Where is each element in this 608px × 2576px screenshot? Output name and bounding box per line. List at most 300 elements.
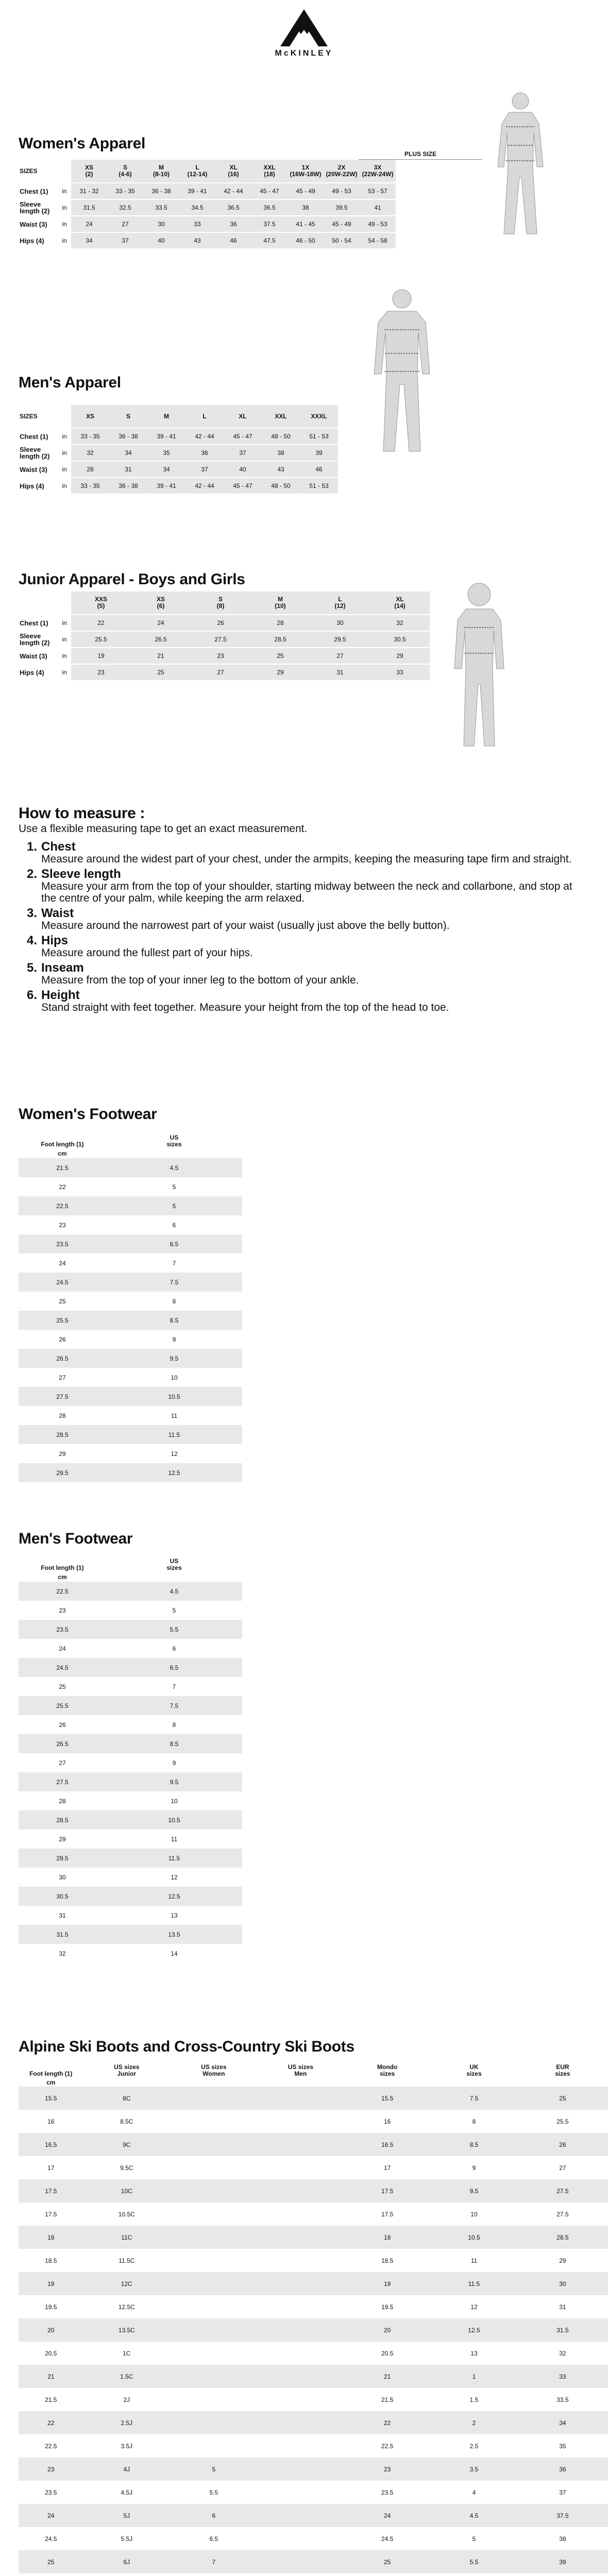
table-cell: 12.5 — [431, 2318, 517, 2342]
table-cell: 16 — [19, 2110, 83, 2133]
table-cell: 24.5 — [19, 2527, 83, 2550]
table-cell: 20 — [344, 2318, 431, 2342]
size-value: 46 — [300, 461, 338, 478]
size-value: 37.5 — [251, 216, 288, 232]
cell-us: 5 — [106, 1196, 242, 1215]
table-cell: 10.5 — [431, 2226, 517, 2249]
unit-spacer — [58, 591, 71, 615]
mens-title: Men's Apparel — [19, 374, 121, 391]
size-value: 48 - 50 — [262, 428, 300, 445]
table-cell: 11.5C — [83, 2249, 170, 2272]
size-value: 36 — [185, 445, 224, 461]
cell-cm: 22 — [19, 1177, 106, 1196]
table-row — [19, 216, 396, 232]
size-value: 33.5 — [143, 199, 179, 216]
size-value: 40 — [143, 232, 179, 249]
howto-item-number: 5. — [27, 961, 38, 975]
cell-cm: 23.5 — [19, 1234, 106, 1253]
size-value: 29 — [370, 648, 430, 664]
cell-us: 9 — [106, 1330, 242, 1349]
table-cell — [170, 2342, 258, 2365]
table-row — [19, 1215, 242, 1234]
table-cell: 18 — [344, 2226, 431, 2249]
table-row — [19, 2318, 608, 2342]
size-header: 2X (20W-22W) — [324, 160, 360, 183]
table-cell — [170, 2179, 258, 2202]
table-row — [19, 1715, 242, 1734]
size-value: 34.5 — [179, 199, 215, 216]
table-cell — [258, 2295, 344, 2318]
table-row — [19, 1677, 242, 1696]
men-figure-icon — [361, 286, 443, 462]
table-row — [19, 2110, 608, 2133]
table-cell: 12.5C — [83, 2295, 170, 2318]
cell-cm: 24 — [19, 1253, 106, 1273]
size-value: 40 — [224, 461, 262, 478]
cell-cm: 27.5 — [19, 1772, 106, 1791]
size-header: XXL (18) — [251, 160, 288, 183]
cell-cm: 22.5 — [19, 1582, 106, 1601]
table-cell — [258, 2411, 344, 2434]
table-cell: 31 — [517, 2295, 608, 2318]
howto-item-text: Measure around the narrowest part of your waist (usually just above the belly button). — [41, 920, 450, 931]
table-row — [19, 2388, 608, 2411]
table-row — [19, 1944, 242, 1963]
cell-us: 7 — [106, 1677, 242, 1696]
mens-table — [19, 405, 338, 495]
table-cell: 5.5 — [170, 2481, 258, 2504]
cell-cm: 32 — [19, 1944, 106, 1963]
cell-us: 12.5 — [106, 1887, 242, 1906]
table-cell — [258, 2272, 344, 2295]
cell-cm: 25.5 — [19, 1696, 106, 1715]
size-header: M (8-10) — [143, 160, 179, 183]
row-label: Hips (4) — [19, 664, 58, 681]
table-cell — [170, 2318, 258, 2342]
howto-item-text: Measure around the widest part of your chest, under the armpits, keeping the measuring tape firm and straight. — [41, 853, 572, 865]
wfoot-table — [19, 1131, 242, 1482]
table-cell: 25.5 — [517, 2110, 608, 2133]
table-cell: 5 — [170, 2458, 258, 2481]
table-cell: 24 — [344, 2504, 431, 2527]
size-value: 34 — [71, 232, 107, 249]
howto-item-text: Measure from the top of your inner leg to the bottom of your ankle. — [41, 974, 359, 986]
howto-item-title: Height — [41, 988, 80, 1002]
size-header: XS (6) — [131, 591, 191, 615]
brand-logo — [272, 9, 336, 56]
table-cell: 22 — [19, 2411, 83, 2434]
cell-us: 9.5 — [106, 1349, 242, 1368]
row-label: Hips (4) — [19, 478, 58, 494]
table-cell — [258, 2318, 344, 2342]
size-value: 30 — [310, 615, 370, 631]
howto-list — [27, 841, 573, 1016]
cell-cm: 29.5 — [19, 1463, 106, 1482]
cell-cm: 29.5 — [19, 1849, 106, 1868]
table-row — [19, 199, 396, 216]
row-label: Sleeve length (2) — [19, 631, 58, 648]
table-row — [19, 1330, 242, 1349]
table-cell — [170, 2573, 258, 2576]
table-cell: 11.5 — [431, 2272, 517, 2295]
table-cell: 23 — [344, 2458, 431, 2481]
table-row — [19, 1868, 242, 1887]
cell-cm: 26.5 — [19, 1349, 106, 1368]
cell-cm: 25 — [19, 1677, 106, 1696]
size-value: 36 - 38 — [109, 478, 147, 494]
table-subheader-row — [19, 2078, 608, 2087]
table-row — [19, 183, 396, 199]
row-unit: in — [58, 648, 71, 664]
table-cell: 27 — [517, 2156, 608, 2179]
table-row — [19, 1406, 242, 1425]
size-value: 37 — [224, 445, 262, 461]
size-value: 33 — [370, 664, 430, 681]
size-value: 45 - 49 — [324, 216, 360, 232]
row-unit: in — [58, 478, 71, 494]
table-cell: 28.5 — [517, 2226, 608, 2249]
col-header: US sizes — [106, 1131, 242, 1149]
size-header: XS (2) — [71, 160, 107, 183]
table-cell: 4 — [431, 2481, 517, 2504]
table-cell: 7 — [170, 2550, 258, 2573]
table-row — [19, 2133, 608, 2156]
size-value: 45 - 47 — [251, 183, 288, 199]
table-row — [19, 615, 430, 631]
table-row — [19, 1444, 242, 1463]
mfoot-table — [19, 1555, 242, 1963]
table-row — [19, 428, 338, 445]
table-cell: 24 — [19, 2504, 83, 2527]
table-row — [19, 1810, 242, 1829]
size-value: 46 — [215, 232, 251, 249]
wfoot-title: Women's Footwear — [19, 1106, 157, 1123]
table-cell: 13 — [431, 2342, 517, 2365]
table-row — [19, 2434, 608, 2458]
unit-spacer — [58, 160, 71, 183]
table-row — [19, 2226, 608, 2249]
table-cell: 17.5 — [19, 2179, 83, 2202]
cell-us: 12 — [106, 1868, 242, 1887]
cell-cm: 23 — [19, 1601, 106, 1620]
size-value: 25 — [131, 664, 191, 681]
table-row — [19, 1253, 242, 1273]
table-row — [19, 1753, 242, 1772]
size-header: L — [185, 405, 224, 428]
row-label: Chest (1) — [19, 183, 58, 199]
howto-item-title: Sleeve length — [41, 867, 121, 881]
howto-item-number: 4. — [27, 934, 38, 947]
table-cell: 9C — [83, 2133, 170, 2156]
col-unit: cm — [19, 1149, 106, 1158]
table-row — [19, 2458, 608, 2481]
table-cell: 21 — [344, 2365, 431, 2388]
size-value: 28 — [250, 615, 310, 631]
table-cell: 21.5 — [344, 2388, 431, 2411]
table-cell: 5.5J — [83, 2527, 170, 2550]
howto-item-number: 6. — [27, 988, 38, 1002]
table-cell: 18.5 — [344, 2249, 431, 2272]
size-header: L (12) — [310, 591, 370, 615]
cell-us: 6.5 — [106, 1658, 242, 1677]
table-cell: 25 — [517, 2087, 608, 2110]
size-value: 48 - 50 — [262, 478, 300, 494]
table-cell — [258, 2573, 344, 2576]
table-cell — [258, 2550, 344, 2573]
row-label: Waist (3) — [19, 461, 58, 478]
size-value: 51 - 53 — [300, 478, 338, 494]
table-row — [19, 1620, 242, 1639]
table-cell: 33.5 — [517, 2388, 608, 2411]
size-value: 28 — [71, 461, 109, 478]
col-header: US sizes Women — [170, 2062, 258, 2078]
table-row — [19, 2550, 608, 2573]
table-subheader-row — [19, 1572, 242, 1582]
cell-cm: 25 — [19, 1292, 106, 1311]
size-value: 31 - 32 — [71, 183, 107, 199]
table-row — [19, 1639, 242, 1658]
size-value: 38 — [288, 199, 324, 216]
howto-item-text: Stand straight with feet together. Measure your height from the top of the head to toe. — [41, 1002, 449, 1013]
table-cell — [258, 2133, 344, 2156]
table-row — [19, 445, 338, 461]
row-unit: in — [58, 664, 71, 681]
table-cell: 1 — [431, 2365, 517, 2388]
cell-us: 11 — [106, 1829, 242, 1849]
size-value: 24 — [131, 615, 191, 631]
size-value: 29 — [250, 664, 310, 681]
size-header: 3X (22W-24W) — [360, 160, 396, 183]
cell-us: 6 — [106, 1215, 242, 1234]
cell-us: 11 — [106, 1406, 242, 1425]
table-cell — [258, 2226, 344, 2249]
howto-item-number: 3. — [27, 906, 38, 920]
table-cell: 20.5 — [344, 2342, 431, 2365]
row-unit: in — [58, 631, 71, 648]
table-cell — [170, 2249, 258, 2272]
table-cell: 21 — [19, 2365, 83, 2388]
table-cell: 5 — [431, 2527, 517, 2550]
cell-us: 10 — [106, 1791, 242, 1810]
table-cell — [170, 2133, 258, 2156]
brand-name: McKINLEY — [275, 49, 333, 58]
cell-us: 12 — [106, 1444, 242, 1463]
table-cell: 15.5 — [19, 2087, 83, 2110]
row-label: Sleeve length (2) — [19, 445, 58, 461]
howto-item — [27, 962, 573, 986]
table-row — [19, 1772, 242, 1791]
table-cell — [170, 2388, 258, 2411]
howto-item — [27, 907, 573, 931]
col-unit — [83, 2078, 170, 2087]
size-value: 36 - 38 — [109, 428, 147, 445]
cell-cm: 30 — [19, 1868, 106, 1887]
table-cell: 25 — [19, 2550, 83, 2573]
col-unit: cm — [19, 2078, 83, 2087]
cell-us: 13.5 — [106, 1925, 242, 1944]
table-cell: 19.5 — [344, 2295, 431, 2318]
table-cell: 8 — [431, 2110, 517, 2133]
size-value: 19 — [71, 648, 131, 664]
cell-cm: 31 — [19, 1906, 106, 1925]
cell-us: 8.5 — [106, 1311, 242, 1330]
size-value: 34 — [109, 445, 147, 461]
table-row — [19, 478, 338, 494]
howto-title: How to measure : — [19, 805, 145, 822]
size-value: 39 - 41 — [147, 428, 185, 445]
row-label: Chest (1) — [19, 428, 58, 445]
table-row — [19, 1425, 242, 1444]
cell-cm: 31.5 — [19, 1925, 106, 1944]
table-row — [19, 1887, 242, 1906]
table-row — [19, 2342, 608, 2365]
table-row — [19, 1273, 242, 1292]
cell-cm: 27 — [19, 1753, 106, 1772]
cell-us: 5 — [106, 1601, 242, 1620]
table-cell: 2.5J — [83, 2411, 170, 2434]
table-row — [19, 2295, 608, 2318]
table-cell: 8C — [83, 2087, 170, 2110]
size-value: 26 — [191, 615, 250, 631]
cell-cm: 29 — [19, 1829, 106, 1849]
cell-us: 10.5 — [106, 1810, 242, 1829]
junior-table — [19, 591, 430, 681]
sizes-label — [19, 591, 58, 615]
size-value: 33 — [179, 216, 215, 232]
table-cell: 16 — [344, 2110, 431, 2133]
cell-us: 5.5 — [106, 1620, 242, 1639]
size-header: XL (16) — [215, 160, 251, 183]
table-cell: 11 — [431, 2249, 517, 2272]
table-cell: 10.5C — [83, 2202, 170, 2226]
table-row — [19, 631, 430, 648]
table-cell: 13.5C — [83, 2318, 170, 2342]
row-label: Waist (3) — [19, 216, 58, 232]
table-cell — [517, 2573, 608, 2576]
table-cell — [258, 2110, 344, 2133]
size-value: 28.5 — [250, 631, 310, 648]
cell-us: 7 — [106, 1253, 242, 1273]
table-cell: 37 — [517, 2481, 608, 2504]
table-cell: 26 — [517, 2133, 608, 2156]
table-cell: 12C — [83, 2272, 170, 2295]
table-cell: 22.5 — [344, 2434, 431, 2458]
size-value: 27 — [191, 664, 250, 681]
table-row — [19, 2156, 608, 2179]
cell-us: 14 — [106, 1944, 242, 1963]
table-row — [19, 2527, 608, 2550]
cell-us: 6.5 — [106, 1234, 242, 1253]
table-cell: 23 — [19, 2458, 83, 2481]
howto-item-title: Inseam — [41, 961, 84, 975]
cell-us: 7.5 — [106, 1696, 242, 1715]
size-value: 27 — [310, 648, 370, 664]
table-cell: 35 — [517, 2434, 608, 2458]
table-row — [19, 2179, 608, 2202]
size-value: 41 - 45 — [288, 216, 324, 232]
table-cell: 10C — [83, 2179, 170, 2202]
table-cell: 9.5 — [431, 2179, 517, 2202]
women-figure-icon — [479, 90, 562, 244]
table-cell — [258, 2365, 344, 2388]
size-header: S — [109, 405, 147, 428]
size-value: 42 - 44 — [185, 478, 224, 494]
table-cell: 1.5C — [83, 2365, 170, 2388]
table-cell: 18.5 — [19, 2249, 83, 2272]
size-value: 31 — [109, 461, 147, 478]
row-unit: in — [58, 216, 71, 232]
table-row — [19, 1368, 242, 1387]
table-cell: 7.5 — [431, 2087, 517, 2110]
row-label: Sleeve length (2) — [19, 199, 58, 216]
table-cell: 4J — [83, 2458, 170, 2481]
table-cell: 10 — [431, 2202, 517, 2226]
size-value: 54 - 58 — [360, 232, 396, 249]
size-value: 26.5 — [131, 631, 191, 648]
col-unit — [106, 1572, 242, 1582]
cell-cm: 25.5 — [19, 1311, 106, 1330]
size-value: 21 — [131, 648, 191, 664]
size-value: 38 — [262, 445, 300, 461]
size-value: 25.5 — [71, 631, 131, 648]
row-unit: in — [58, 615, 71, 631]
table-cell: 2 — [431, 2411, 517, 2434]
col-header: Mondo sizes — [344, 2062, 431, 2078]
table-row — [19, 2249, 608, 2272]
row-unit: in — [58, 461, 71, 478]
table-row — [19, 2365, 608, 2388]
size-value: 51 - 53 — [300, 428, 338, 445]
size-value: 24 — [71, 216, 107, 232]
size-header: XS — [71, 405, 109, 428]
size-value: 49 - 53 — [360, 216, 396, 232]
table-row — [19, 1906, 242, 1925]
cell-us: 10 — [106, 1368, 242, 1387]
size-header: S (4-6) — [107, 160, 143, 183]
table-header-row — [19, 2062, 608, 2078]
womens-table — [19, 150, 436, 249]
table-cell: 6.5 — [170, 2527, 258, 2550]
cell-cm: 26.5 — [19, 1734, 106, 1753]
table-cell — [344, 2573, 431, 2576]
table-cell — [258, 2434, 344, 2458]
table-cell — [258, 2202, 344, 2226]
table-cell: 17.5 — [19, 2202, 83, 2226]
size-value: 46 - 50 — [288, 232, 324, 249]
table-row — [19, 2411, 608, 2434]
mountain-logo-icon — [272, 9, 336, 46]
size-header: XL — [224, 405, 262, 428]
table-cell: 17 — [344, 2156, 431, 2179]
table-cell: 5J — [83, 2504, 170, 2527]
table-cell: 1C — [83, 2342, 170, 2365]
size-value: 23 — [191, 648, 250, 664]
table-cell — [170, 2411, 258, 2434]
howto-item-title: Chest — [41, 840, 76, 854]
table-row — [19, 1311, 242, 1330]
table-cell — [431, 2573, 517, 2576]
cell-us: 9 — [106, 1753, 242, 1772]
col-unit — [258, 2078, 344, 2087]
cell-cm: 23.5 — [19, 1620, 106, 1639]
table-header-row — [19, 1555, 242, 1572]
table-cell: 27.5 — [517, 2202, 608, 2226]
size-value: 36.5 — [215, 199, 251, 216]
table-row — [19, 1658, 242, 1677]
size-value: 33 - 35 — [71, 428, 109, 445]
size-header: XXS (5) — [71, 591, 131, 615]
table-row — [19, 232, 396, 249]
